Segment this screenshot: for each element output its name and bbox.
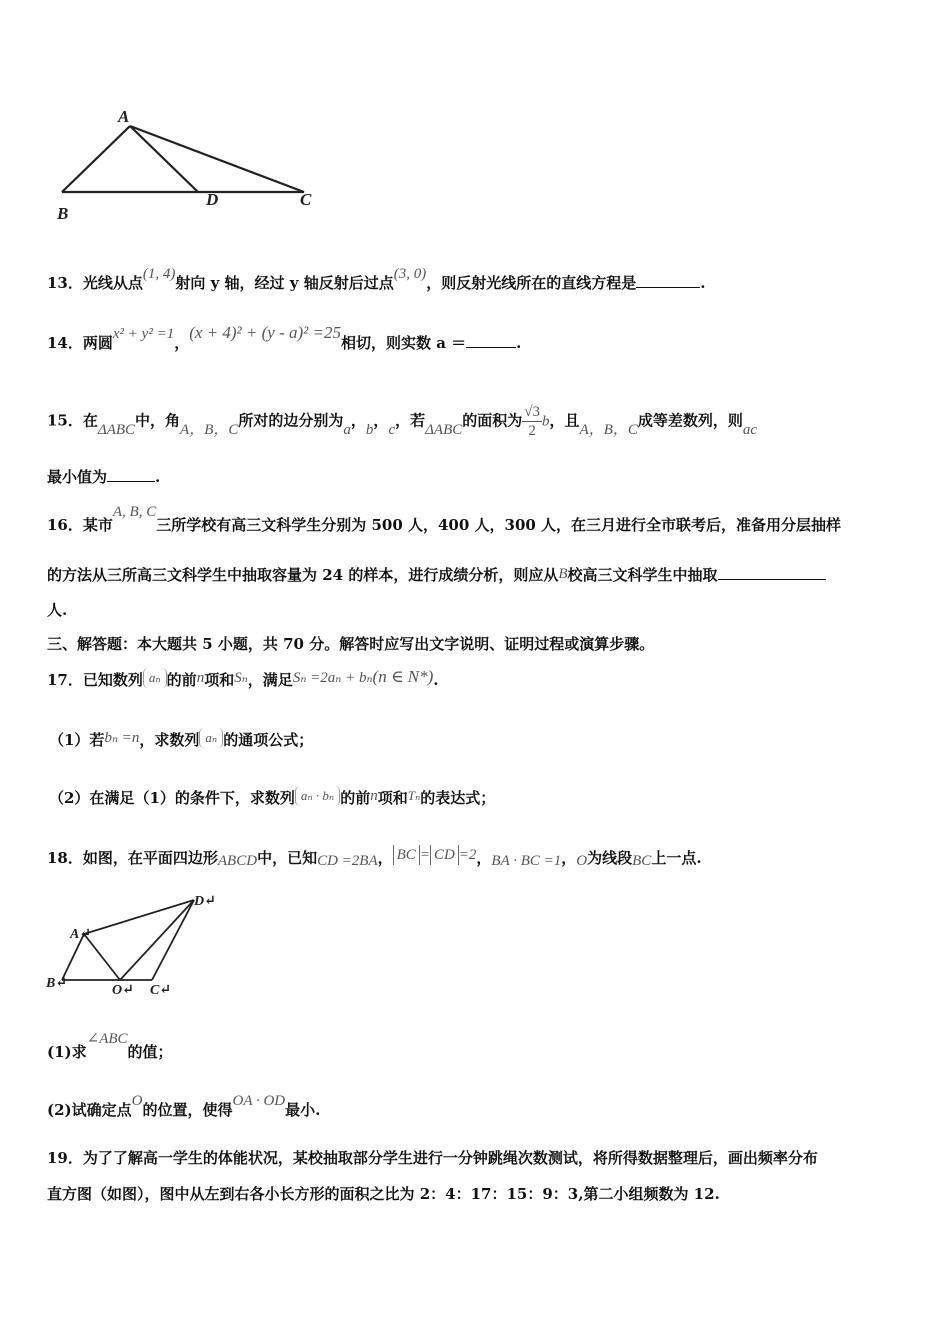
answer-blank-13[interactable]: [636, 273, 700, 288]
question-19: 19．为了了解高一学生的体能状况，某校抽取部分学生进行一分钟跳绳次数测试，将所得数据整理后，画出频率分布: [47, 1149, 818, 1167]
circle-equation-2: (x + 4)² + (y - a)² =25: [189, 323, 341, 342]
fraction-sqrt3-over-2: $\frac{√3}{2}$: [524, 404, 541, 439]
label-a: A: [118, 107, 130, 126]
segment-ac: [130, 126, 304, 192]
label-c: C: [300, 190, 312, 209]
point-3-0: (3, 0): [393, 266, 427, 282]
question-16-line3: 人.: [47, 601, 68, 619]
question-15: 15．在ΔABC中，角A，B，C所对的边分别为a，b，c，若ΔABC的面积为 $\frac{√3}{2}$ b，且A，B，C成等差数列，则ac: [47, 404, 758, 439]
question-19-line2: 直方图（如图），图中从左到右各小长方形的面积之比为 2：4：17：15：9：3,第二小组频数为 12.: [47, 1185, 720, 1203]
segment-ab: [62, 126, 130, 192]
question-16: 16．某市A, B, C三所学校有高三文科学生分别为 500 人，400 人，300 人，在三月进行全市联考后，准备用分层抽样: [47, 504, 842, 534]
question-15-line2: 最小值为 .: [47, 468, 161, 486]
question-13: 13．光线从点(1, 4)射向 y 轴，经过 y 轴反射后过点(3, 0)，则反射光线所在的直线方程是 .: [47, 266, 706, 292]
q18-number: 18．: [47, 849, 83, 867]
label-d: D: [206, 190, 219, 209]
question-17-part1: （1）若bₙ =n，求数列 aₙ 的通项公式；: [49, 730, 314, 749]
label-c: C↵: [150, 983, 172, 998]
label-a: A↵: [70, 927, 92, 942]
quadrilateral-figure: [44, 890, 234, 1000]
segment-cd: [152, 900, 194, 980]
question-17: 17．已知数列 aₙ 的前n项和Sₙ，满足Sₙ =2aₙ + bₙ(n ∈ N*).: [47, 667, 439, 689]
answer-blank-15[interactable]: [107, 467, 155, 482]
q19-number: 19．: [47, 1149, 83, 1167]
label-b: B↵: [46, 976, 68, 991]
segment-ad: [130, 126, 198, 192]
question-18: 18．如图，在平面四边形ABCD中，已知CD =2BA， BC = CD =2，BA · BC =1，O为线段BC上一点.: [47, 847, 702, 869]
q16-number: 16．: [47, 516, 83, 534]
point-1-4: (1, 4): [142, 266, 176, 282]
q13-number: 13．: [47, 274, 83, 292]
label-o: O↵: [112, 983, 134, 998]
circle-equation-1: x² + y² =1: [112, 326, 175, 342]
label-d: D↵: [194, 894, 216, 909]
question-18-part2: (2)试确定点O的位置，使得OA · OD最小.: [47, 1093, 321, 1119]
question-18-part1: (1)求∠ABC的值；: [47, 1031, 173, 1061]
answer-blank-14[interactable]: [466, 333, 516, 348]
q15-number: 15．: [47, 411, 83, 430]
q17-number: 17．: [47, 671, 83, 689]
question-14: 14．两圆x² + y² =1，(x + 4)² + (y - a)² =25相切，则实数 a ＝ .: [47, 323, 522, 352]
question-16-line2: 的方法从三所高三文科学生中抽取容量为 24 的样本，进行成绩分析，则应从B校高三文科学生中抽取: [47, 565, 826, 586]
label-b: B: [57, 204, 69, 223]
section-3-heading: 三、解答题：本大题共 5 小题，共 70 分。解答时应写出文字说明、证明过程或演算步骤。: [47, 635, 655, 653]
triangle-figure: [50, 100, 330, 230]
q14-number: 14．: [47, 334, 83, 352]
question-17-part2: （2）在满足（1）的条件下，求数列 aₙ · bₙ 的前n项和Tₙ的表达式；: [49, 788, 496, 807]
answer-blank-16[interactable]: [718, 565, 826, 580]
